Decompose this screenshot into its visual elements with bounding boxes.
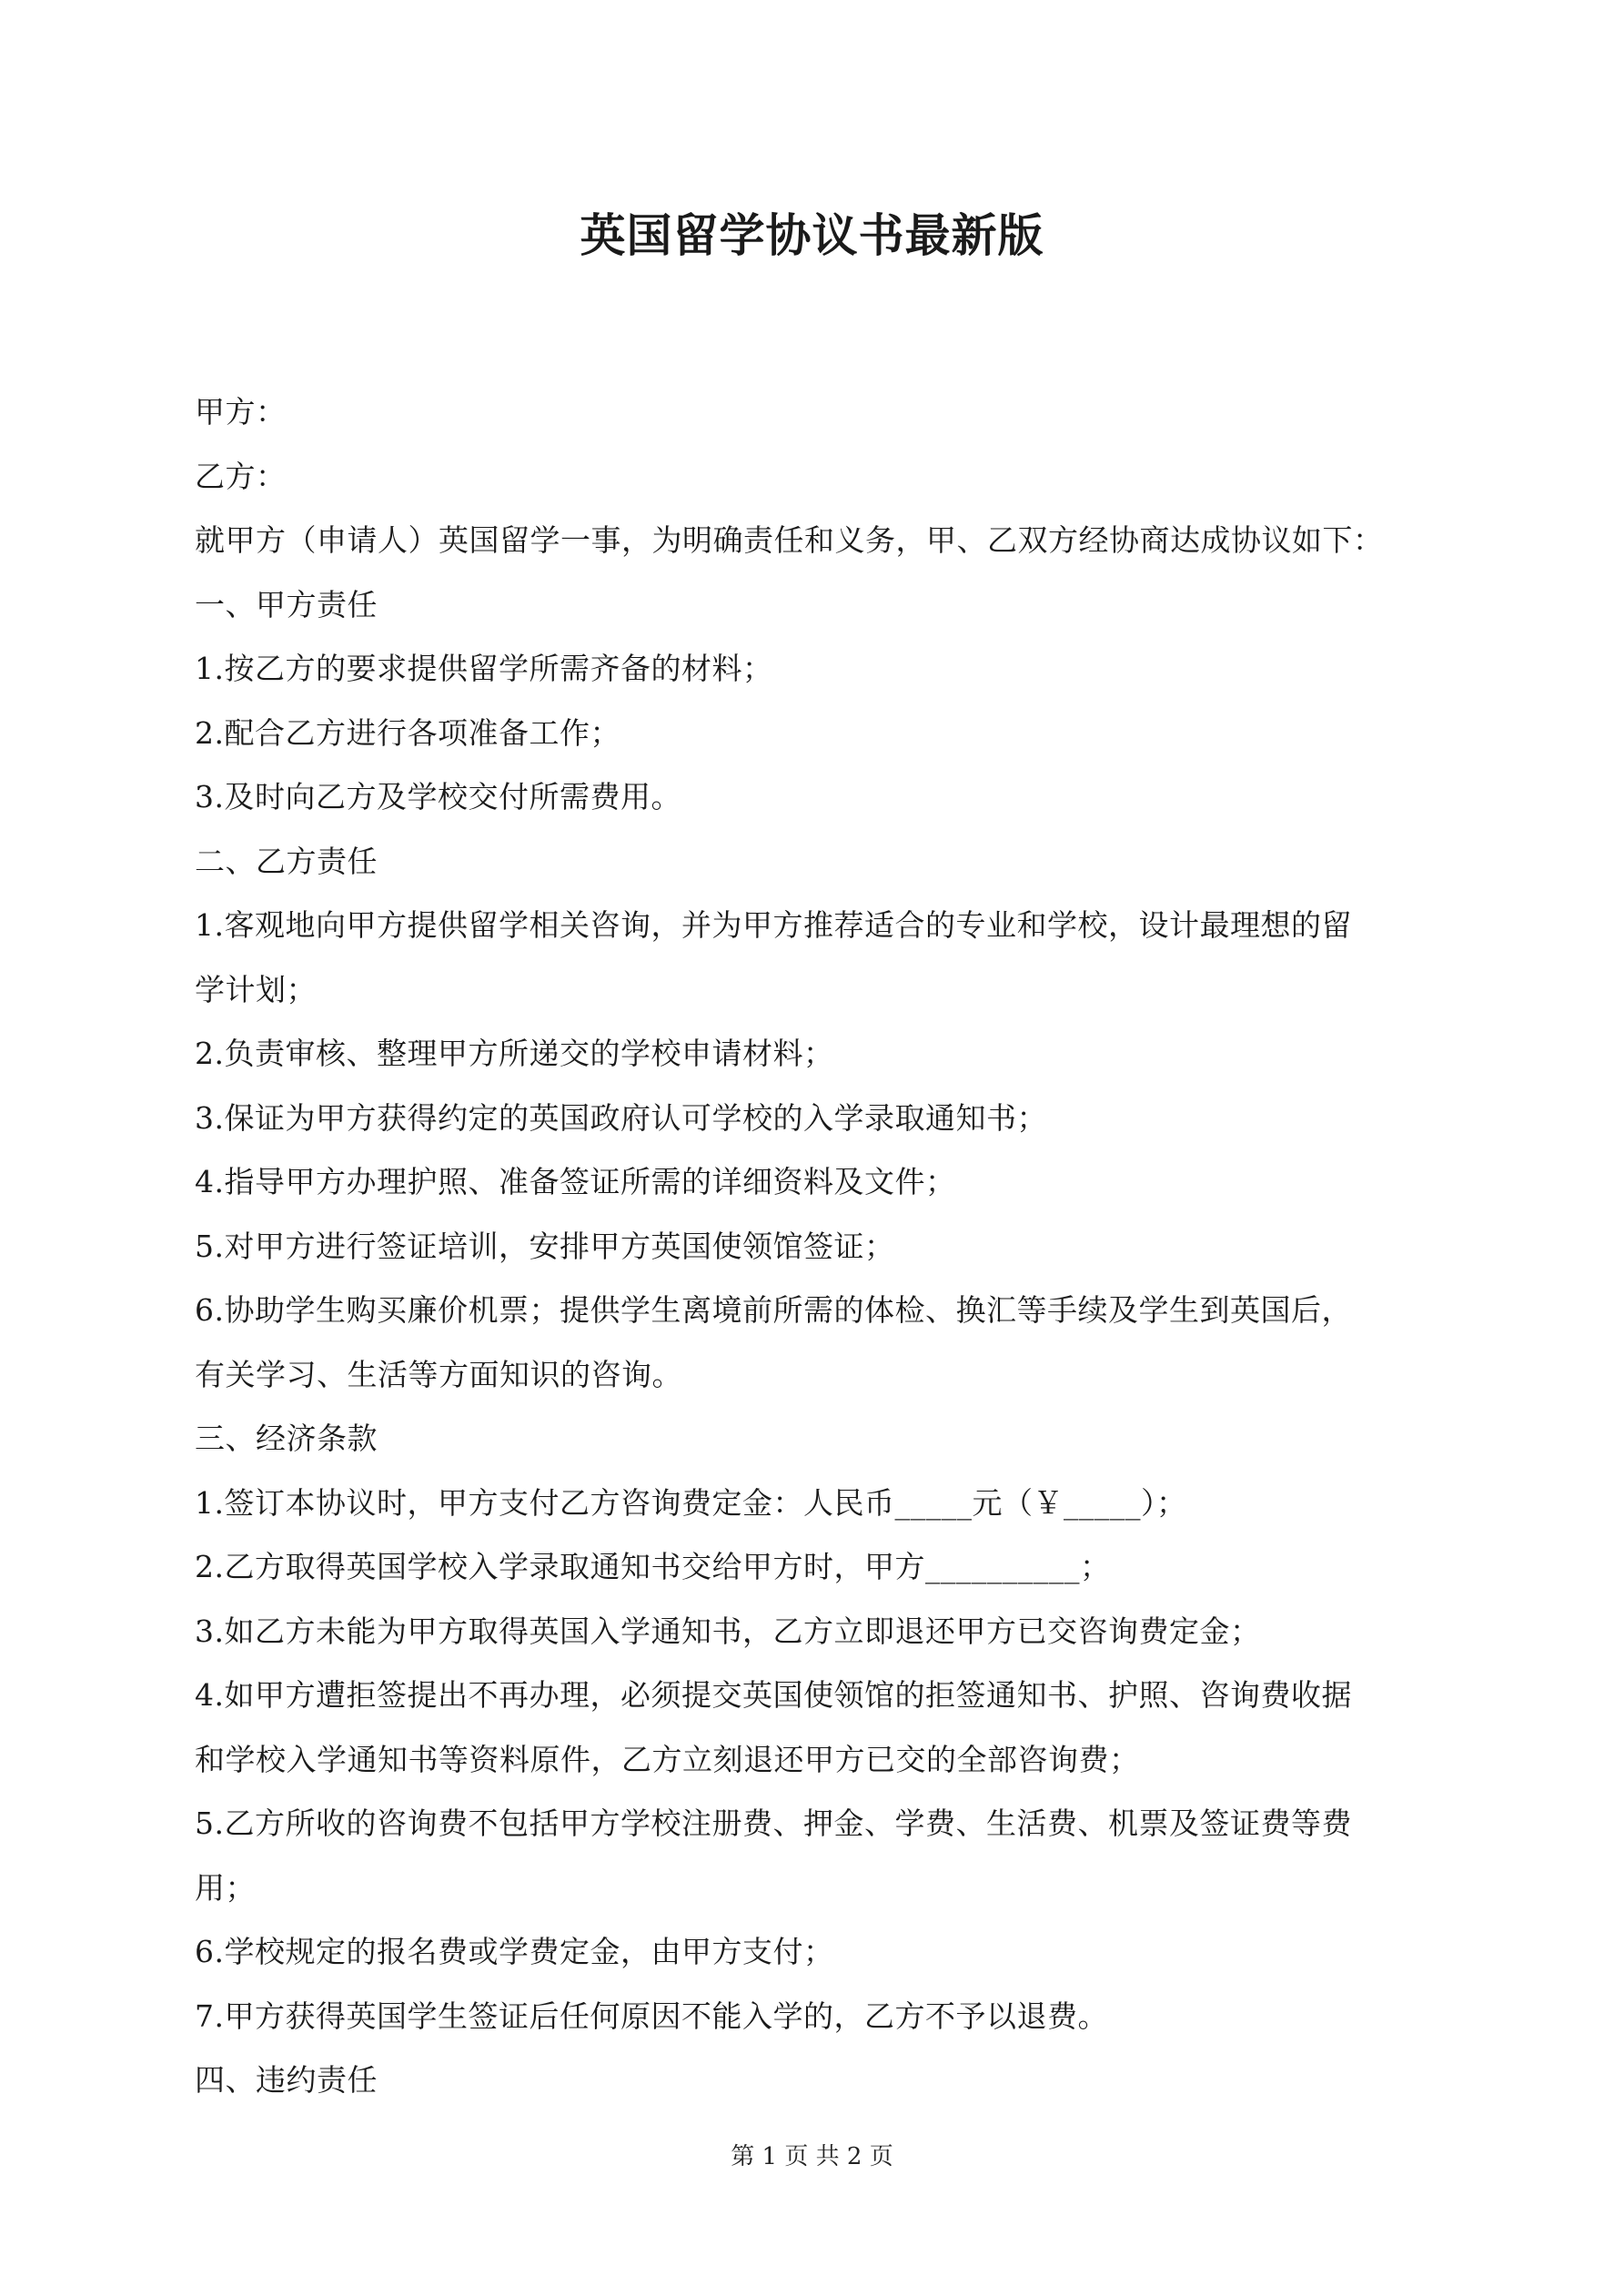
page-footer: 第 1 页 共 2 页 [731, 2143, 893, 2170]
clause-b-2: 2.负责审核、整理甲方所递交的学校申请材料； [195, 1036, 834, 1071]
clause-c-1: 1.签订本协议时，甲方支付乙方咨询费定金：人民币_____元（￥_____）； [195, 1484, 1187, 1521]
clause-b-6: 6.协助学生购买廉价机票；提供学生离境前所需的体检、换汇等手续及学生到英国后， [195, 1292, 1352, 1328]
clause-c-7: 7.甲方获得英国学生签证后任何原因不能入学的，乙方不予以退费。 [195, 1998, 1108, 2034]
party-a-line: 甲方： [195, 394, 287, 430]
clause-c-2: 2.乙方取得英国学校入学录取通知书交给甲方时，甲方__________； [195, 1549, 1111, 1584]
section-heading-party-b: 二、乙方责任 [195, 843, 378, 879]
document-body [195, 380, 1441, 2113]
clause-b-5: 5.对甲方进行签证培训，安排甲方英国使领馆签证； [195, 1228, 895, 1264]
clause-c-4-cont: 和学校入学通知书等资料原件，乙方立刻退还甲方已交的全部咨询费； [195, 1741, 1140, 1777]
clause-b-6-cont: 有关学习、生活等方面知识的咨询。 [195, 1356, 682, 1392]
section-heading-party-a: 一、甲方责任 [195, 586, 378, 622]
clause-b-4: 4.指导甲方办理护照、准备签证所需的详细资料及文件； [195, 1164, 956, 1199]
section-heading-economic-terms: 三、经济条款 [195, 1421, 378, 1456]
clause-a-3: 3.及时向乙方及学校交付所需费用。 [195, 779, 681, 814]
clause-c-5: 5.乙方所收的咨询费不包括甲方学校注册费、押金、学费、生活费、机票及签证费等费 [195, 1805, 1352, 1841]
clause-b-3: 3.保证为甲方获得约定的英国政府认可学校的入学录取通知书； [195, 1099, 1047, 1136]
party-b-line: 乙方： [195, 458, 287, 494]
clause-b-1-cont: 学计划； [195, 971, 317, 1007]
document-title: 英国留学协议书最新版 [580, 209, 1044, 262]
clause-c-3: 3.如乙方未能为甲方取得英国入学通知书，乙方立即退还甲方已交咨询费定金； [195, 1613, 1261, 1649]
section-heading-liability: 四、违约责任 [195, 2062, 378, 2098]
clause-c-6: 6.学校规定的报名费或学费定金，由甲方支付； [195, 1934, 834, 1969]
clause-a-1: 1.按乙方的要求提供留学所需齐备的材料； [195, 651, 773, 686]
clause-c-5-cont: 用； [195, 1869, 256, 1906]
clause-a-2: 2.配合乙方进行各项准备工作； [195, 714, 620, 751]
clause-c-4: 4.如甲方遭拒签提出不再办理，必须提交英国使领馆的拒签通知书、护照、咨询费收据 [195, 1677, 1352, 1713]
clause-b-1: 1.客观地向甲方提供留学相关咨询，并为甲方推荐适合的专业和学校，设计最理想的留 [195, 907, 1352, 943]
intro-paragraph: 就甲方（申请人）英国留学一事，为明确责任和义务，甲、乙双方经协商达成协议如下： [195, 522, 1384, 558]
